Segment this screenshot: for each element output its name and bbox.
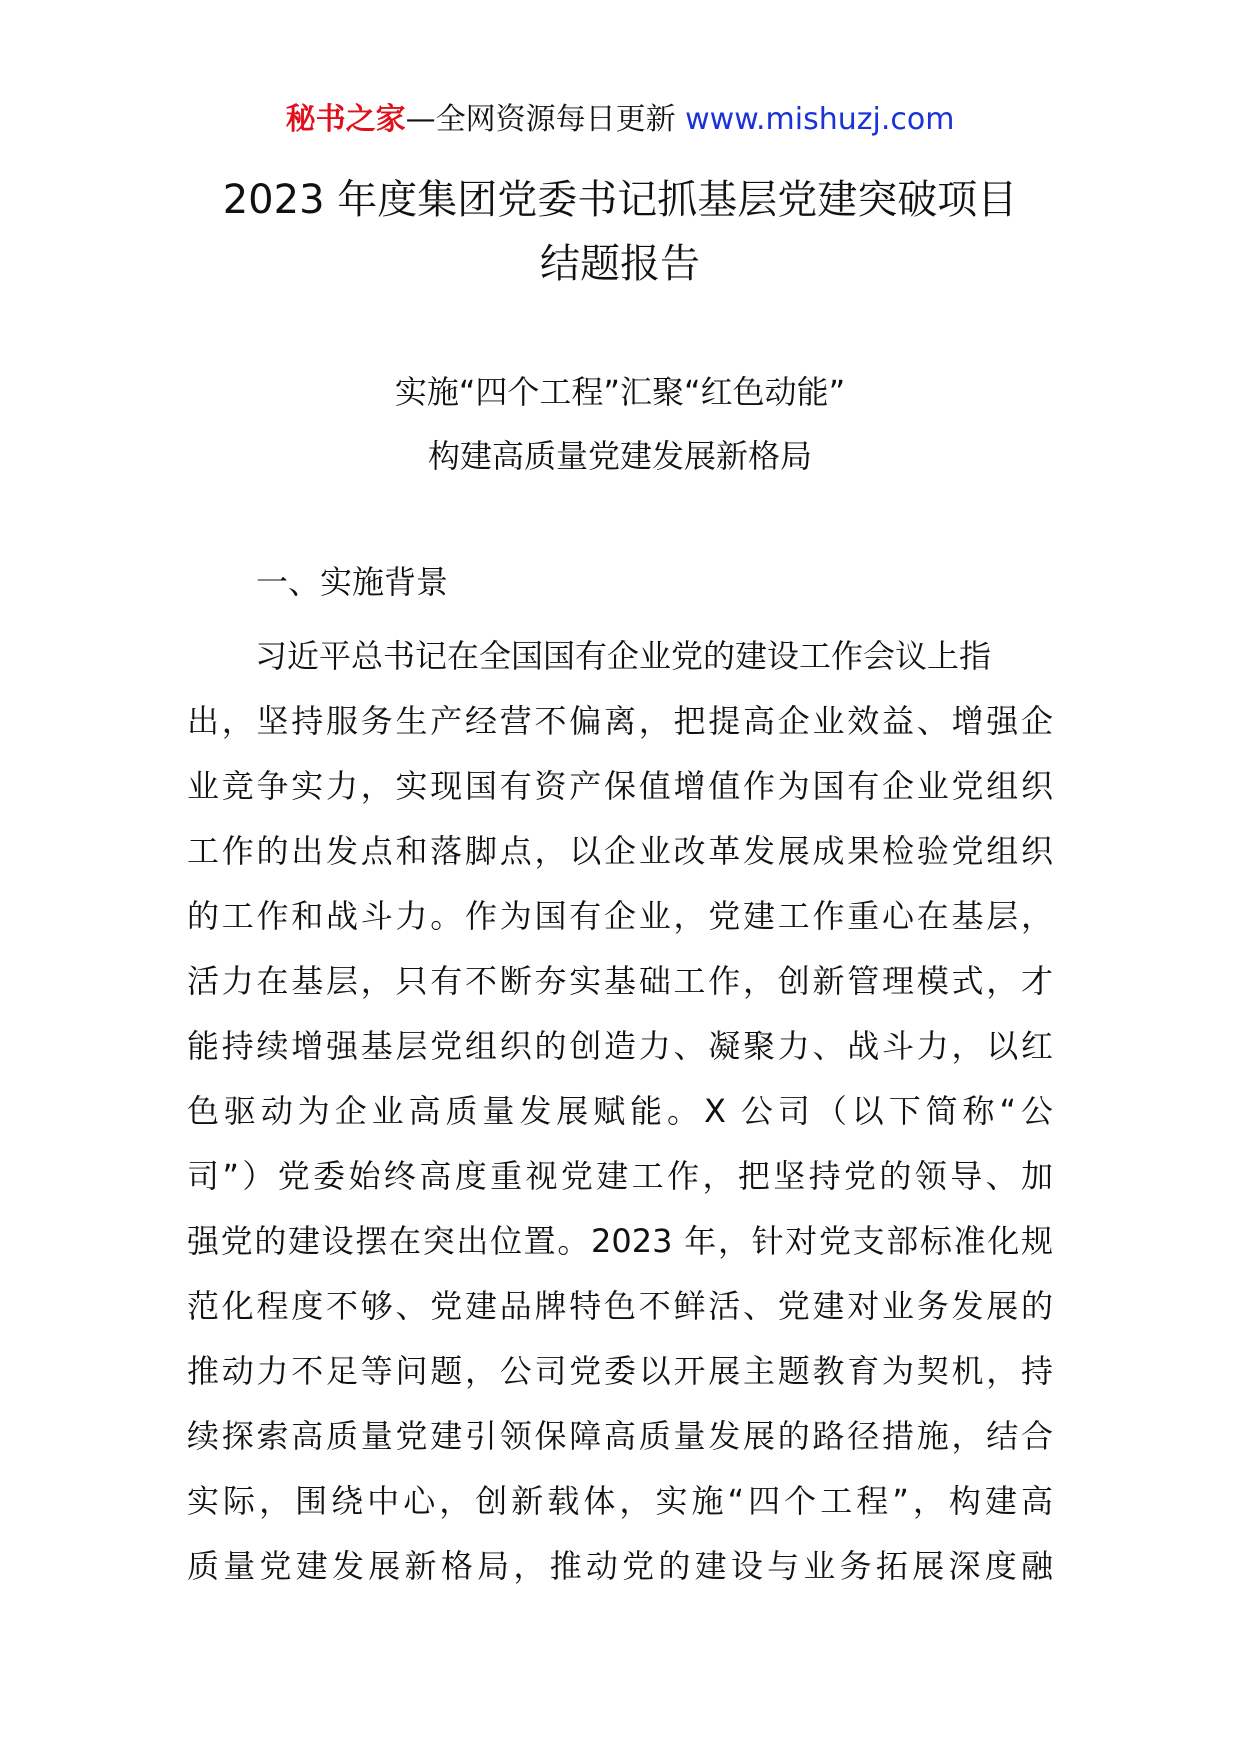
body-line: 业竞争实力，实现国有资产保值增值作为国有企业党组织 (187, 767, 1053, 805)
document-title (0, 168, 1240, 296)
document-subtitle-line-1: 实施“四个工程”汇聚“红色动能” (394, 373, 846, 411)
body-line: 色驱动为企业高质量发展赋能。X 公司（以下简称“公 (187, 1092, 1053, 1130)
body-line: 实际，围绕中心，创新载体，实施“四个工程”，构建高 (187, 1482, 1053, 1520)
site-name: 秘书之家 (285, 102, 406, 137)
section-body (187, 624, 1053, 1599)
body-line: 质量党建发展新格局，推动党的建设与业务拓展深度融 (187, 1547, 1053, 1585)
site-banner (0, 100, 1240, 140)
document-title-line-2: 结题报告 (540, 241, 700, 287)
body-line: 的工作和战斗力。作为国有企业，党建工作重心在基层， (187, 897, 1053, 935)
body-line: 司”）党委始终高度重视党建工作，把坚持党的领导、加 (187, 1157, 1053, 1195)
body-line: 强党的建设摆在突出位置。2023 年，针对党支部标准化规 (187, 1222, 1053, 1260)
site-url-link[interactable]: www.mishuzj.com (685, 102, 955, 137)
body-line: 能持续增强基层党组织的创造力、凝聚力、战斗力，以红 (187, 1027, 1053, 1065)
body-line: 范化程度不够、党建品牌特色不鲜活、党建对业务发展的 (187, 1287, 1053, 1325)
site-tagline: —全网资源每日更新 (405, 102, 686, 137)
body-line: 习近平总书记在全国国有企业党的建设工作会议上指 (255, 637, 992, 675)
body-line: 续探索高质量党建引领保障高质量发展的路径措施，结合 (187, 1417, 1053, 1455)
document-title-line-1: 2023 年度集团党委书记抓基层党建突破项目 (222, 177, 1018, 223)
document-subtitle (0, 360, 1240, 488)
body-line: 推动力不足等问题，公司党委以开展主题教育为契机，持 (187, 1352, 1053, 1390)
document-subtitle-line-2: 构建高质量党建发展新格局 (427, 437, 812, 475)
body-line: 工作的出发点和落脚点，以企业改革发展成果检验党组织 (187, 832, 1053, 870)
section-heading: 一、实施背景 (256, 563, 449, 601)
body-line: 出，坚持服务生产经营不偏离，把提高企业效益、增强企 (187, 702, 1053, 740)
body-line: 活力在基层，只有不断夯实基础工作，创新管理模式，才 (187, 962, 1053, 1000)
